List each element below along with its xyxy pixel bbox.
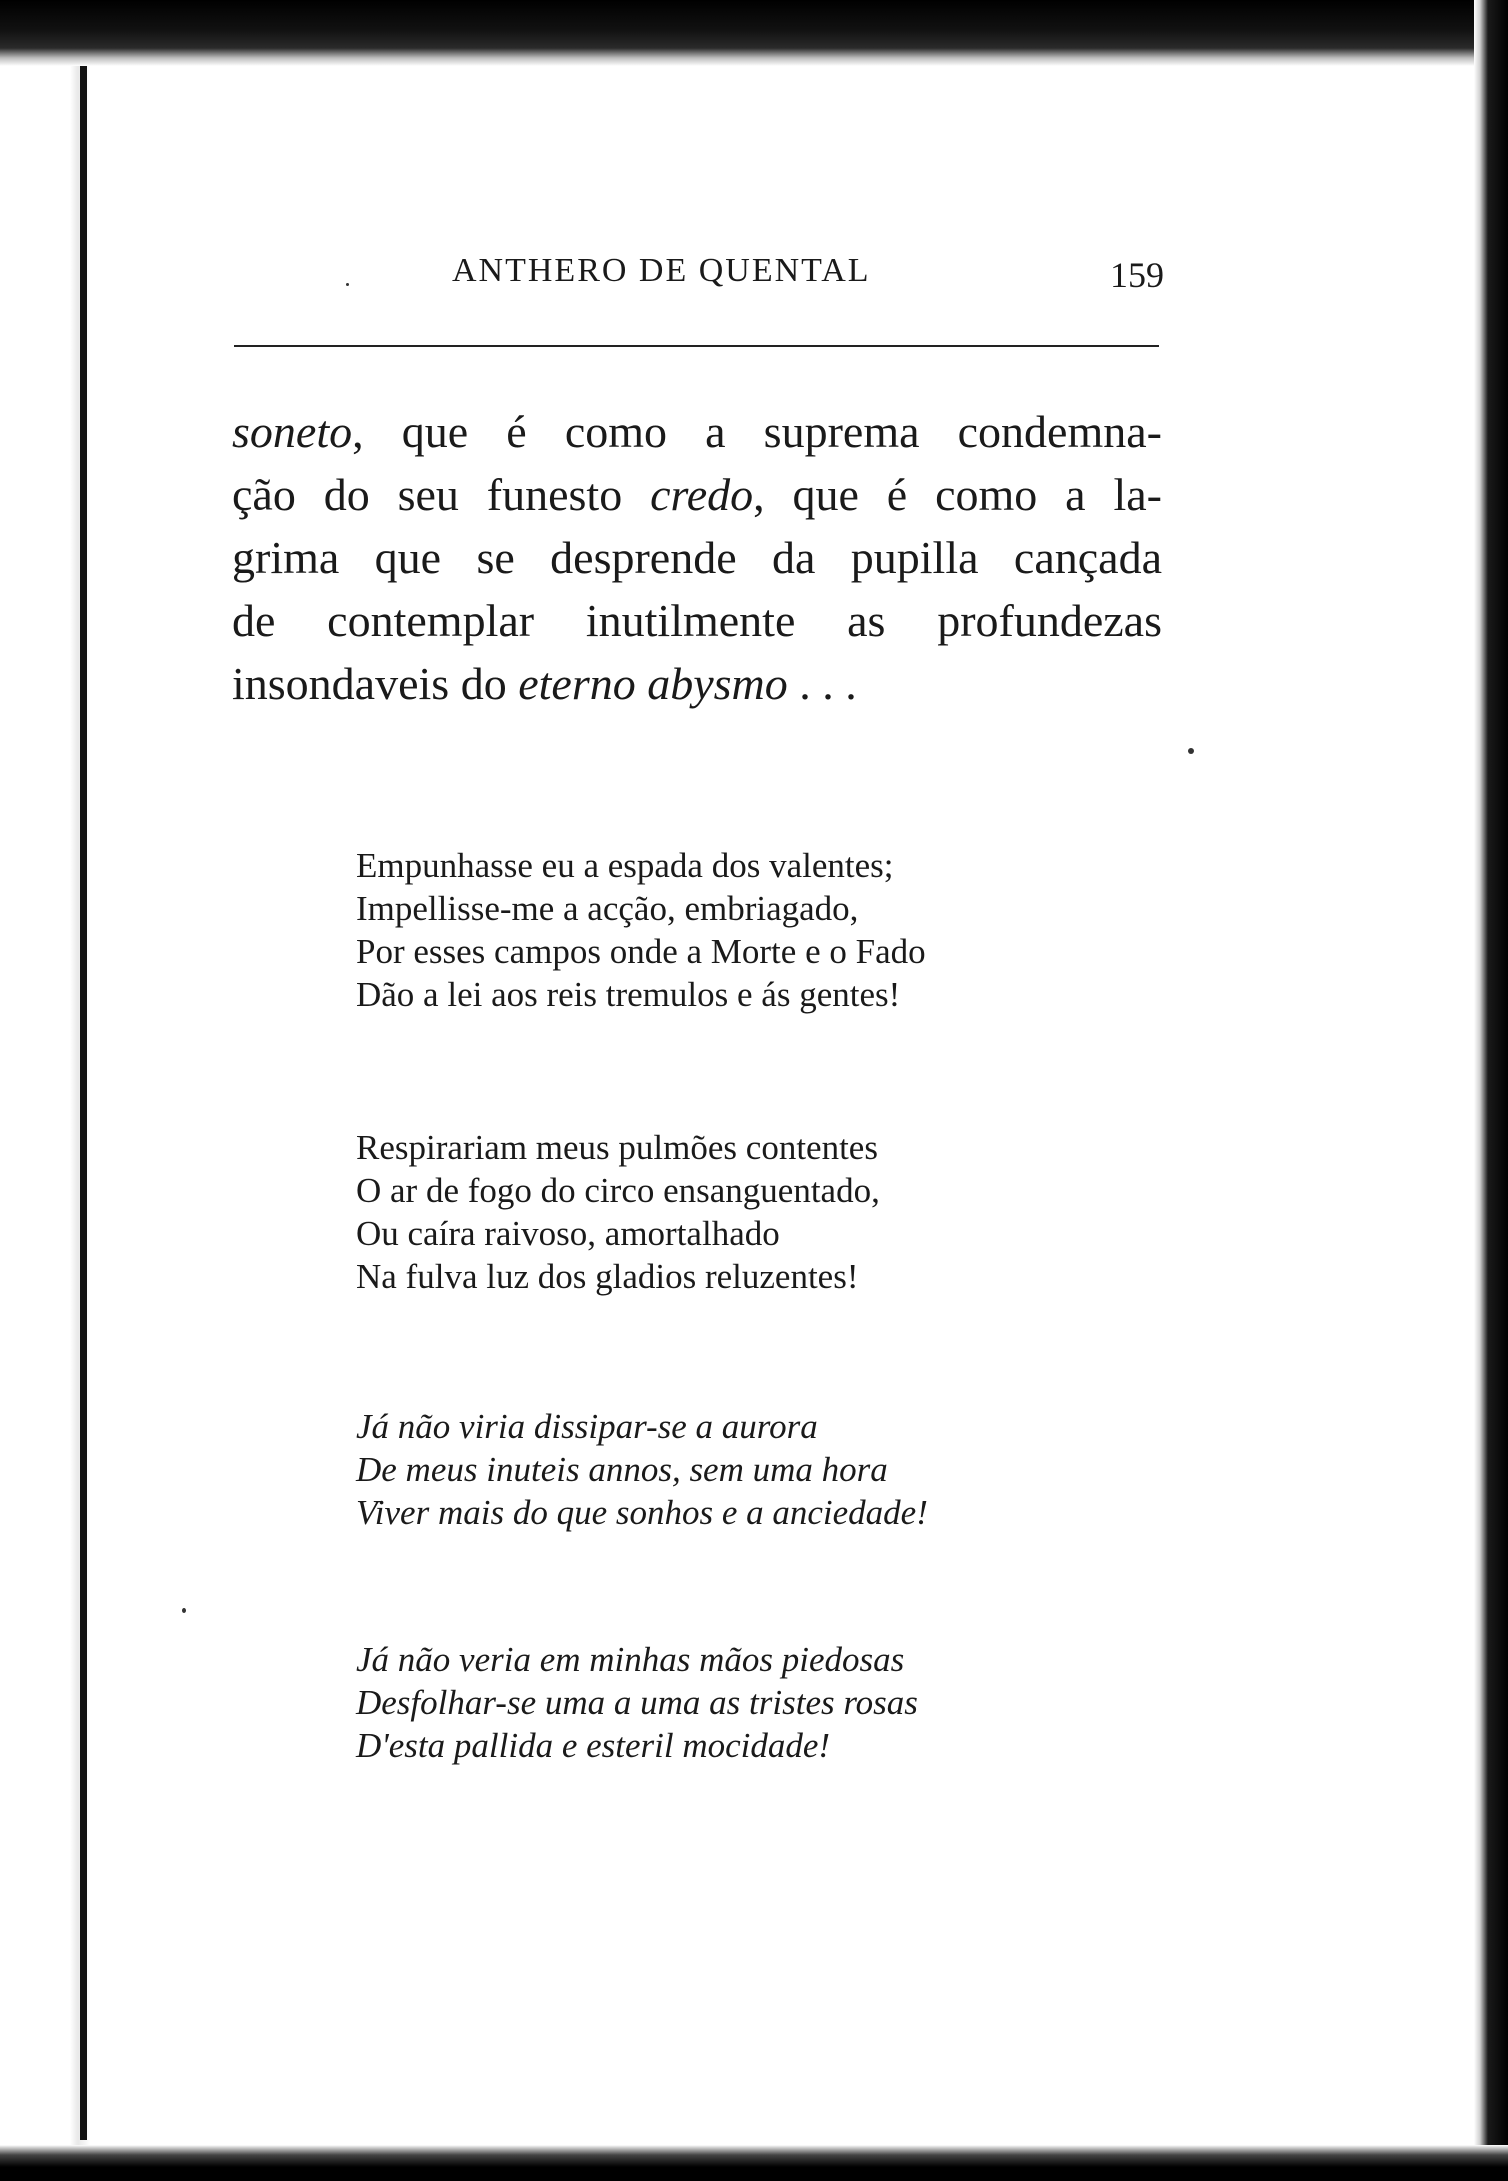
prose-line: insondaveis do eterno abysmo . . .: [232, 658, 857, 709]
scan-left-margin: [0, 0, 90, 2181]
verse-line: Respirariam meus pulmões contentes: [356, 1128, 878, 1167]
verse-line: De meus inuteis annos, sem uma hora: [356, 1450, 888, 1489]
book-spine-edge: [80, 60, 87, 2140]
prose-paragraph: [232, 400, 1162, 715]
italic-word: eterno abysmo: [518, 658, 788, 709]
page-header: [234, 252, 1164, 302]
verse-line: Desfolhar-se uma a uma as tristes rosas: [356, 1683, 918, 1722]
prose-line: grima que se desprende da pupilla cançada: [232, 532, 1162, 583]
verse-line: Empunhasse eu a espada dos valentes;: [356, 846, 894, 885]
verse-line: Dão a lei aos reis tremulos e ás gentes!: [356, 975, 901, 1014]
verse-line: Impellisse-me a acção, embriagado,: [356, 889, 859, 928]
scan-speck: [1188, 748, 1194, 754]
poem-stanza-4: [356, 1638, 1116, 1767]
prose-line: ção do seu funesto credo, que é como a la-: [232, 469, 1162, 520]
scan-right-border: [1474, 0, 1508, 2181]
prose-line: de contemplar inutilmente as profundezas: [232, 595, 1162, 646]
verse-line: Viver mais do que sonhos e a anciedade!: [356, 1493, 928, 1532]
running-head: ANTHERO DE QUENTAL: [452, 252, 871, 289]
verse-line: Na fulva luz dos gladios reluzentes!: [356, 1257, 859, 1296]
scan-speck: [182, 1608, 186, 1613]
verse-line: Ou caíra raivoso, amortalhado: [356, 1214, 780, 1253]
scan-bottom-border: [0, 2145, 1508, 2181]
italic-word: soneto: [232, 406, 353, 457]
header-rule: [234, 345, 1159, 347]
verse-line: D'esta pallida e esteril mocidade!: [356, 1726, 831, 1765]
verse-line: Por esses campos onde a Morte e o Fado: [356, 932, 926, 971]
verse-line: Já não viria dissipar-se a aurora: [356, 1407, 818, 1446]
poem-stanza-3: [356, 1405, 1116, 1534]
page-number: 159: [1110, 255, 1164, 295]
scan-top-border: [0, 0, 1508, 66]
italic-word: credo: [650, 469, 754, 520]
verse-line: O ar de fogo do circo ensanguentado,: [356, 1171, 880, 1210]
verse-line: Já não veria em minhas mãos piedosas: [356, 1640, 905, 1679]
scan-speck: [346, 283, 349, 286]
poem-stanza-2: [356, 1126, 1116, 1298]
poem-stanza-1: [356, 844, 1116, 1016]
prose-line: soneto, que é como a suprema condemna-: [232, 406, 1162, 457]
